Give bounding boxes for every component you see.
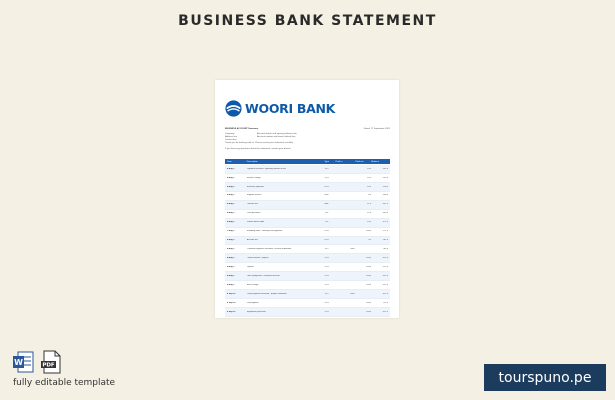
cell-date: 8 Aug 3 <box>227 283 235 286</box>
cell-balance: 471.0 <box>382 221 388 224</box>
cell-balance: 712.0 <box>382 301 388 304</box>
cell-type: DD <box>325 221 329 224</box>
cell-paid-out: 10.0 <box>367 176 372 179</box>
transaction-table <box>225 165 390 317</box>
table-row <box>225 263 390 272</box>
cell-paid-out: 100.0 <box>365 301 372 304</box>
cell-paid-out: 12.0 <box>367 212 372 215</box>
svg-text:W: W <box>14 358 23 367</box>
cell-type: BBP <box>324 203 329 206</box>
cell-date: 8 Aug 3 <box>227 212 235 215</box>
cell-paid-in: 500.0 <box>350 248 356 251</box>
cell-paid-out: 100.0 <box>365 274 372 277</box>
format-icons <box>12 350 62 374</box>
site-brand-badge[interactable]: tourspuno.pe <box>484 364 606 391</box>
cell-balance: 412.0 <box>382 274 388 277</box>
cell-description: Payment received - opening reference text <box>246 167 286 170</box>
table-row <box>225 174 390 183</box>
table-row <box>225 192 390 201</box>
cell-type: FPI <box>325 248 329 251</box>
cell-description: Supplier invoice <box>246 194 262 197</box>
customer-line: Contact line <box>225 138 237 141</box>
cell-description: Deposit <box>246 265 254 268</box>
cell-description: Loan repayment - business account <box>246 274 280 277</box>
cell-date: 8 Aug 3 <box>227 176 235 179</box>
cell-paid-out: 200.0 <box>365 230 372 233</box>
cell-date: 8 Sep 23 <box>227 301 236 304</box>
cell-type: FTR <box>324 265 329 268</box>
cell-description: Online transfer - payroll <box>246 257 269 260</box>
cell-paid-out: 9.0 <box>368 239 372 242</box>
cell-date: 8 Aug 3 <box>227 203 235 206</box>
cell-date: 8 Aug 3 <box>227 265 235 268</box>
table-row <box>225 201 390 210</box>
cell-type: FPO <box>324 239 329 242</box>
cell-balance: 612.0 <box>382 310 388 313</box>
table-row <box>225 245 390 254</box>
cell-paid-out: 150.0 <box>365 257 372 260</box>
cell-paid-out: 8.0 <box>368 194 372 197</box>
cell-description: Utilities direct debit <box>246 221 265 224</box>
cell-balance: 516.0 <box>382 185 388 188</box>
column-header: Paid in <box>335 160 343 163</box>
customer-line: Address line <box>225 135 238 138</box>
svg-text:PDF: PDF <box>42 362 55 369</box>
cell-balance: 532.0 <box>382 176 388 179</box>
customer-details <box>225 133 237 141</box>
word-document-icon <box>12 350 34 374</box>
column-header: Balance <box>371 160 380 163</box>
cell-description: Customer payment received - invoice settlement <box>246 248 292 251</box>
cell-paid-out: 14.0 <box>367 221 372 224</box>
cell-date: 8 Sep 23 <box>227 292 236 295</box>
cell-balance: 542.0 <box>382 167 388 170</box>
cell-paid-out: 16.0 <box>367 185 372 188</box>
column-header: Paid out <box>355 160 364 163</box>
account-line: Account details and opening balance line <box>257 133 297 135</box>
column-header: Date <box>227 160 232 163</box>
cell-balance: 508.0 <box>382 194 388 197</box>
cell-description: Business payment <box>246 185 264 188</box>
cell-type: FTR <box>324 283 329 286</box>
cell-paid-out: 100.0 <box>365 310 372 313</box>
table-row <box>225 272 390 281</box>
cell-date: 8 Sep 23 <box>227 310 236 313</box>
bank-logo <box>225 98 335 118</box>
cell-description: Tax payment <box>246 301 259 304</box>
bank-name: WOORI BANK <box>245 100 336 116</box>
cell-type: FPO <box>324 185 329 188</box>
cell-date: 8 Aug 3 <box>227 239 235 242</box>
cell-paid-in: 500.0 <box>350 292 356 295</box>
cell-date: 8 Aug 3 <box>227 194 235 197</box>
cell-description: Bank charge <box>246 283 259 286</box>
cell-description: Client payment received - project milestone <box>246 292 287 295</box>
cell-balance: 312.0 <box>382 283 388 286</box>
cell-date: 8 Aug 3 <box>227 221 235 224</box>
table-row <box>225 165 390 174</box>
page-title: BUSINESS BANK STATEMENT <box>178 13 437 29</box>
cell-type: FTR <box>324 176 329 179</box>
table-row <box>225 219 390 228</box>
cell-date: 8 Aug 3 <box>227 274 235 277</box>
statement-note: Thank you for banking with us. Please review your statement carefully. <box>225 142 294 144</box>
statement-document <box>215 80 399 318</box>
cell-date: 8 Aug 3 <box>227 248 235 251</box>
cell-date: 8 Aug 3 <box>227 185 235 188</box>
cell-paid-out: 100.0 <box>365 265 372 268</box>
cell-type: BGC <box>324 194 329 197</box>
table-row <box>225 210 390 219</box>
cell-date: 8 Aug 3 <box>227 257 235 260</box>
cell-balance: 485.0 <box>382 212 388 215</box>
cell-type: DD <box>325 212 329 215</box>
account-details <box>257 133 297 139</box>
cell-type: FPI <box>325 167 329 170</box>
cell-date: 8 Aug 3 <box>227 167 235 170</box>
table-row <box>225 299 390 308</box>
customer-line: Company <box>225 133 235 135</box>
statement-title: BUSINESS ACCOUNT Summary <box>225 128 259 130</box>
table-row <box>225 308 390 317</box>
cell-balance: 762.0 <box>382 248 388 251</box>
cell-paid-out: 100.0 <box>365 283 372 286</box>
table-row <box>225 290 390 299</box>
cell-type: FTR <box>324 257 329 260</box>
table-row <box>225 254 390 263</box>
cell-description: Transfer out <box>246 203 258 206</box>
statement-note: If you have any questions about this statement, contact your branch. <box>225 148 292 150</box>
cell-description: Account fee <box>246 239 258 242</box>
cell-description: Card purchase <box>246 212 261 215</box>
cell-balance: 512.0 <box>382 265 388 268</box>
table-row <box>225 183 390 192</box>
pdf-document-icon <box>40 350 62 374</box>
cell-paid-out: 10.0 <box>367 167 372 170</box>
cell-balance: 812.0 <box>382 292 388 295</box>
bank-logo-icon <box>225 100 242 117</box>
cell-type: FTR <box>324 301 329 304</box>
table-row <box>225 281 390 290</box>
statement-date: Dated: 17 September 2023 <box>363 128 390 130</box>
cell-paid-out: 11.0 <box>367 203 372 206</box>
cell-description: Standing order - monthly rent payment <box>246 230 283 233</box>
cell-type: FTR <box>324 310 329 313</box>
cell-description: Equipment purchase <box>246 310 266 313</box>
table-row <box>225 228 390 237</box>
account-line: Account number and branch details line <box>257 135 296 138</box>
cell-type: FPO <box>324 230 329 233</box>
table-row <box>225 237 390 246</box>
cell-type: FTR <box>324 274 329 277</box>
column-header: Description <box>246 160 258 163</box>
cell-balance: 262.0 <box>382 239 388 242</box>
cell-date: 1 Aug 3 <box>227 230 235 233</box>
table-header <box>225 159 390 164</box>
cell-balance: 271.0 <box>382 230 388 233</box>
cell-balance: 612.0 <box>382 257 388 260</box>
editable-template-label: fully editable template <box>13 378 116 388</box>
cell-type: FPI <box>325 292 329 295</box>
column-header: Type <box>324 160 330 163</box>
cell-description: Service charge <box>246 176 261 179</box>
cell-balance: 497.0 <box>382 203 388 206</box>
